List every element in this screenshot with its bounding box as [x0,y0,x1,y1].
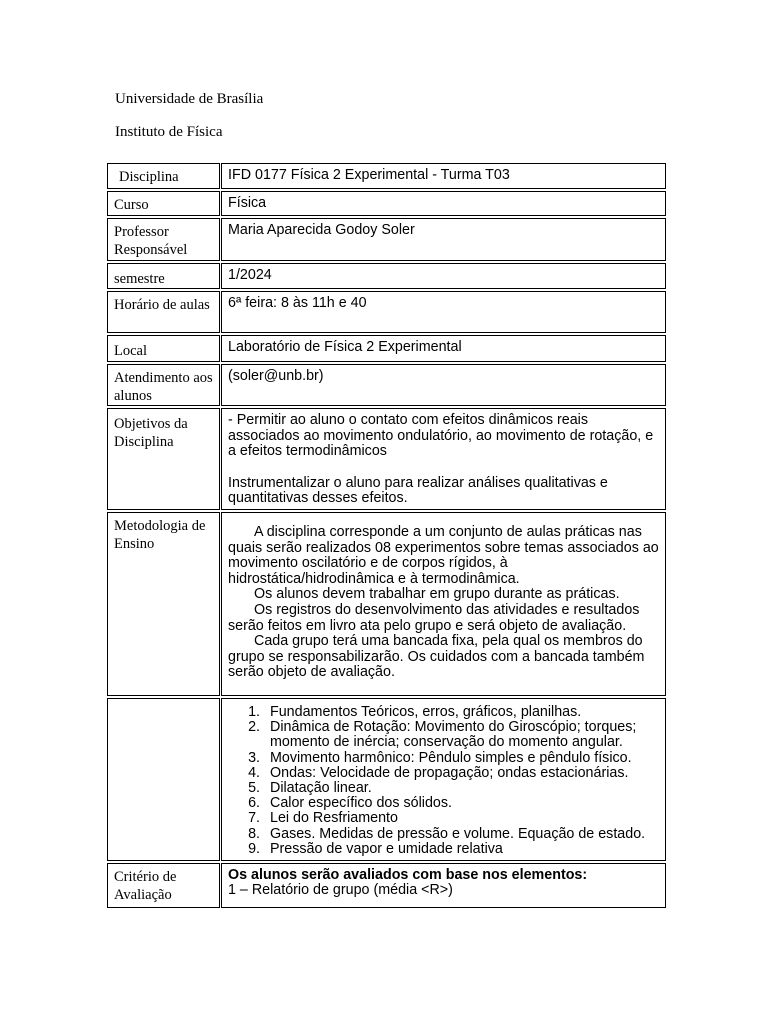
label-conteudo [107,698,220,861]
label-professor: Professor Responsável [107,218,220,261]
criterio-heading: Os alunos serão avaliados com base nos elementos: [228,867,588,883]
metodologia-paragraph-2: Os alunos devem trabalhar em grupo durante as práticas. [254,586,620,603]
list-item: 2. Dinâmica de Rotação: Movimento do Giroscópio; torques; momento de inércia; conservação do momento angular. [264,720,659,750]
label-disciplina: Disciplina [107,163,220,189]
value-professor: Maria Aparecida Godoy Soler [221,218,666,261]
row-semestre [107,263,666,289]
list-item: 3. Movimento harmônico: Pêndulo simples e pêndulo físico. [264,751,659,766]
value-objetivos [221,408,666,510]
label-curso: Curso [107,191,220,216]
row-atendimento [107,364,666,406]
value-horario: 6ª feira: 8 às 11h e 40 [221,291,666,333]
topics-list [228,705,659,857]
value-disciplina: IFD 0177 Física 2 Experimental - Turma T03 [221,163,666,189]
value-local: Laboratório de Física 2 Experimental [221,335,666,362]
value-conteudo [221,698,666,861]
label-horario: Horário de aulas [107,291,220,333]
value-curso: Física [221,191,666,216]
row-disciplina [107,163,666,189]
label-criterio: Critério de Avaliação [107,863,220,908]
metodologia-paragraph-1: A disciplina corresponde a um conjunto de aulas práticas nas quais serão realizados 08 experimentos sobre temas associados ao movimento oscilatório e de corpos rígidos, à hidrostática/hidrodinâmica e à termodinâmica. [228,524,659,587]
value-semestre: 1/2024 [221,263,666,289]
list-item: 6. Calor específico dos sólidos. [264,796,659,811]
metodologia-paragraph-3: Os registros do desenvolvimento das atividades e resultados serão feitos em livro ata pelo grupo e será objeto de avaliação. [228,601,640,634]
row-curso [107,191,666,216]
row-local [107,335,666,362]
objetivos-paragraph-1: - Permitir ao aluno o contato com efeitos dinâmicos reais associados ao movimento ondulatório, ao movimento de rotação, e a efeitos termodinâmicos [228,412,654,460]
objetivos-paragraph-2: Instrumentalizar o aluno para realizar análises qualitativas e quantitativas desses efeitos. [228,474,608,507]
list-item: 8. Gases. Medidas de pressão e volume. Equação de estado. [264,827,659,842]
label-local: Local [107,335,220,362]
list-item: 5. Dilatação linear. [264,781,659,796]
label-objetivos: Objetivos da Disciplina [107,408,220,510]
institute-name: Instituto de Física [115,124,223,140]
row-objetivos [107,408,666,510]
list-item: 1. Fundamentos Teóricos, erros, gráficos, planilhas. [264,705,659,720]
value-atendimento: (soler@unb.br) [221,364,666,406]
row-metodologia [107,512,666,696]
value-metodologia [221,512,666,696]
university-name: Universidade de Brasília [115,91,264,107]
label-metodologia: Metodologia de Ensino [107,512,220,696]
row-conteudo [107,698,666,861]
criterio-line-1: 1 – Relatório de grupo (média <R>) [228,882,453,898]
row-horario [107,291,666,333]
label-semestre: semestre [107,263,220,289]
row-professor [107,218,666,261]
value-criterio [221,863,666,908]
list-item: 9. Pressão de vapor e umidade relativa [264,842,659,857]
list-item: 4. Ondas: Velocidade de propagação; ondas estacionárias. [264,766,659,781]
label-atendimento: Atendimento aos alunos [107,364,220,406]
metodologia-paragraph-4: Cada grupo terá uma bancada fixa, pela qual os membros do grupo se responsabilizarão. Os cuidados com a bancada também serão objeto de avaliação. [228,633,645,681]
list-item: 7. Lei do Resfriamento [264,811,659,826]
row-criterio [107,863,666,908]
